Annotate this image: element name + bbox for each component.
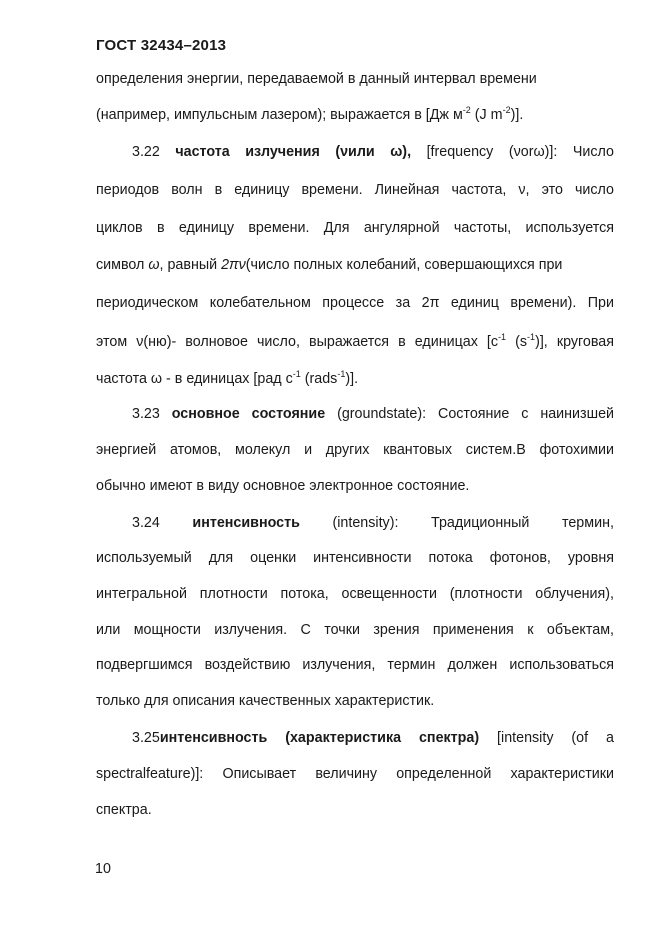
text-line: периодов волн в единицу времени. Линейная частота, ν, это число	[96, 182, 614, 198]
text-line: частота ω - в единицах [рад $с^{-1}$ (rads$^{-1}$)].	[96, 369, 359, 387]
term-3-22: 3.22 частота излучения (νили ω), [frequency (νorω)]: Число	[132, 144, 614, 160]
text-line: интегральной плотности потока, освещенности (плотности облучения),	[96, 586, 614, 602]
text-line: подвергшимся воздействию излучения, термин должен использоваться	[96, 657, 614, 673]
text-line: используемый для оценки интенсивности потока фотонов, уровня	[96, 550, 614, 566]
text-line: (например, импульсным лазером); выражается в [Дж $м^{-2}$ (J $m^{-2}$)].	[96, 105, 524, 123]
page-number: 10	[95, 861, 111, 877]
text-line: периодическом колебательном процессе за 2π единиц времени). При	[96, 295, 614, 311]
text-line: определения энергии, передаваемой в данный интервал времени	[96, 71, 537, 87]
text-line: циклов в единицу времени. Для ангулярной частоты, используется	[96, 220, 614, 236]
document-header: ГОСТ 32434–2013	[96, 37, 227, 54]
text-line: энергией атомов, молекул и других квантовых систем.В фотохимии	[96, 442, 614, 458]
text-line: этом ν(ню)- волновое число, выражается в единицах [$с^{-1}$ $(s^{-1})$], круговая	[96, 332, 614, 350]
term-3-24: 3.24 интенсивность (intensity): Традиционный термин,	[132, 515, 614, 531]
term-3-25: 3.25интенсивность (характеристика спектра) [intensity (of a	[132, 730, 614, 746]
text-line: или мощности излучения. С точки зрения применения к объектам,	[96, 622, 614, 638]
term-3-23: 3.23 основное состояние (groundstate): Состояние с наинизшей	[132, 406, 615, 422]
text-line: спектра.	[96, 802, 152, 818]
text-line: символ ω, равный 2πν(число полных колебаний, совершающихся при	[96, 257, 563, 273]
text-line: только для описания качественных характеристик.	[96, 693, 435, 709]
text-line: spectralfeature)]: Описывает величину определенной характеристики	[96, 766, 614, 782]
text-line: обычно имеют в виду основное электронное состояние.	[96, 478, 470, 494]
